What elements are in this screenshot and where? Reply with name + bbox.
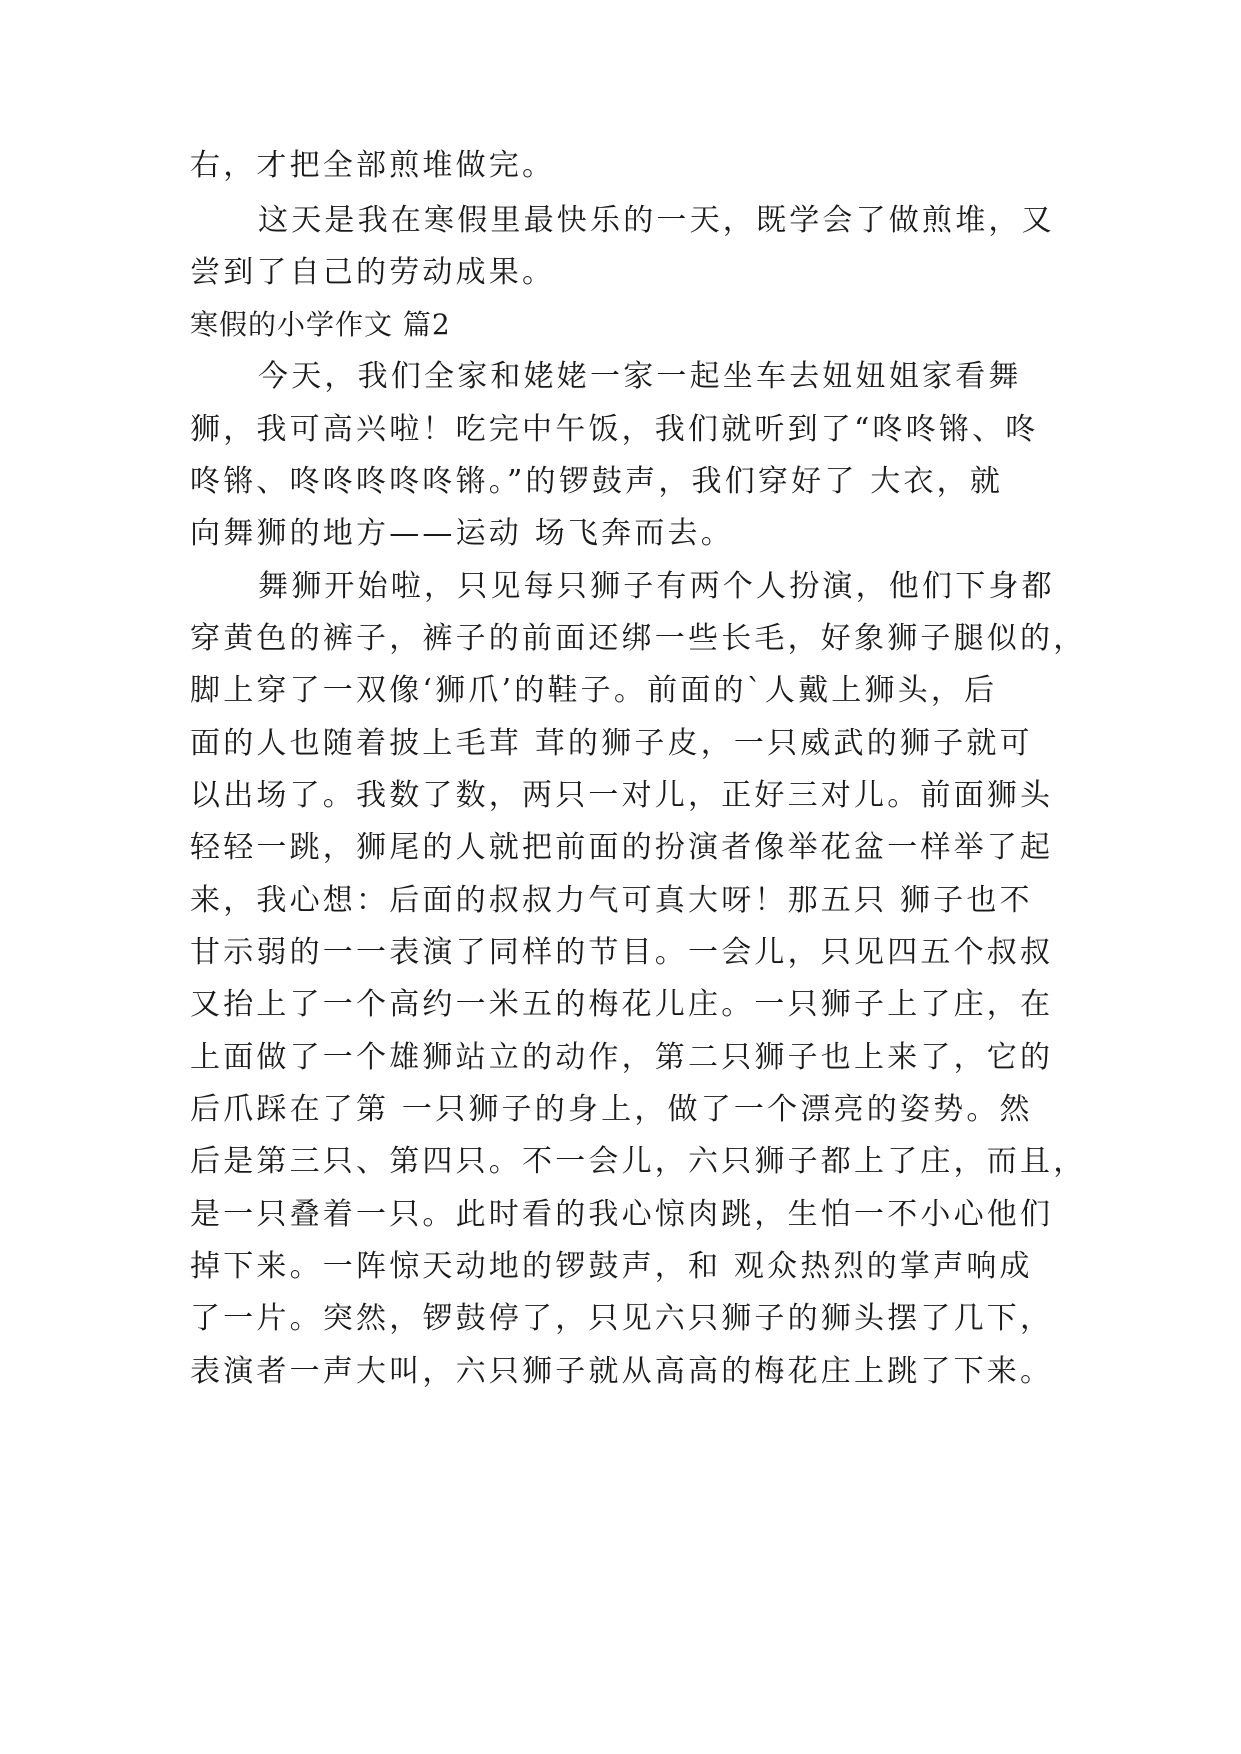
paragraph-line: 来，我心想：后面的叔叔力气可真大呀！那五只 狮子也不: [190, 883, 1033, 918]
paragraph-line: 上面做了一个雄狮站立的动作，第二只狮子也上来了，它的: [190, 1040, 1054, 1075]
paragraph-line: 向舞狮的地方——运动 场飞奔而去。: [190, 516, 734, 551]
paragraph-line: 后是第三只、第四只。不一会儿，六只狮子都上了庄，而且，: [190, 1144, 1087, 1179]
paragraph-line: 又抬上了一个高约一米五的梅花儿庄。一只狮子上了庄，在: [190, 987, 1054, 1022]
paragraph-line: 表演者一声大叫，六只狮子就从高高的梅花庄上跳了下来。: [190, 1354, 1054, 1389]
paragraph-line: 脚上穿了一双像‘狮爪’的鞋子。前面的`人戴上狮头，后: [190, 673, 998, 708]
paragraph-line: 是一只叠着一只。此时看的我心惊肉跳，生怕一不小心他们: [190, 1197, 1054, 1232]
paragraph-line: 尝到了自己的劳动成果。: [190, 255, 556, 290]
paragraph-line: 舞狮开始啦，只见每只狮子有两个人扮演，他们下身都: [258, 569, 1055, 604]
paragraph-line: 面的人也随着披上毛茸 茸的狮子皮，一只威武的狮子就可: [190, 726, 1033, 761]
paragraph-line: 穿黄色的裤子，裤子的前面还绑一些长毛，好象狮子腿似的，: [190, 621, 1087, 656]
paragraph-line: 掉下来。一阵惊天动地的锣鼓声，和 观众热烈的掌声响成: [190, 1249, 1033, 1284]
paragraph-line: 狮，我可高兴啦！吃完中午饭，我们就听到了“咚咚锵、咚: [190, 412, 1039, 447]
paragraph-line: 了一片。突然，锣鼓停了，只见六只狮子的狮头摆了几下，: [190, 1301, 1054, 1336]
paragraph-line: 轻轻一跳，狮尾的人就把前面的扮演者像举花盆一样举了起: [190, 830, 1054, 865]
paragraph-line: 甘示弱的一一表演了同样的节目。一会儿，只见四五个叔叔: [190, 935, 1054, 970]
paragraph-line: 这天是我在寒假里最快乐的一天，既学会了做煎堆，又: [258, 203, 1055, 238]
paragraph-line: 后爪踩在了第 一只狮子的身上，做了一个漂亮的姿势。然: [190, 1092, 1033, 1127]
section-heading: 寒假的小学作文 篇2: [190, 308, 451, 341]
paragraph-line: 咚锵、咚咚咚咚咚锵。”的锣鼓声，我们穿好了 大衣，就: [190, 464, 1004, 499]
paragraph-line: 右，才把全部煎堆做完。: [190, 148, 556, 183]
paragraph-line: 以出场了。我数了数，两只一对儿，正好三对儿。前面狮头: [190, 778, 1054, 813]
paragraph-line: 今天，我们全家和姥姥一家一起坐车去妞妞姐家看舞: [258, 359, 1022, 394]
